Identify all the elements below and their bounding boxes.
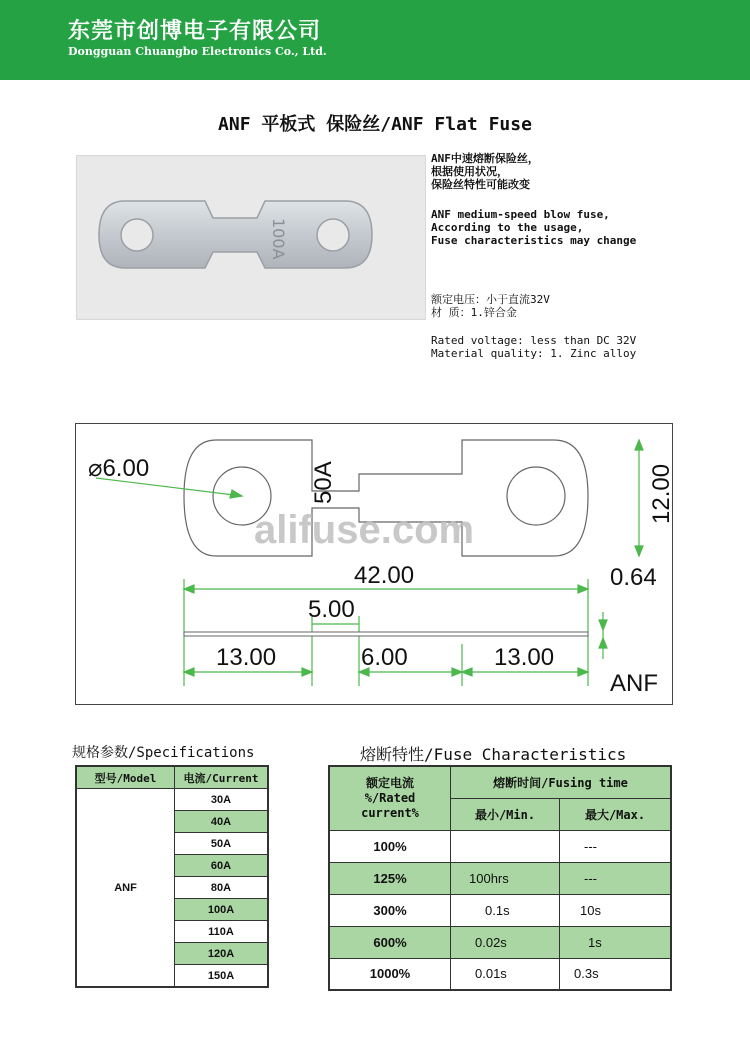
technical-drawing: [75, 423, 673, 705]
current-cell: 50A: [175, 833, 269, 855]
model-cell: ANF: [76, 789, 175, 988]
middle-segment-dimension: 6.00: [361, 644, 408, 671]
current-cell: 120A: [175, 943, 269, 965]
left-segment-dimension: 13.00: [216, 644, 277, 671]
max-cell: ---: [560, 862, 672, 894]
model-label: ANF: [610, 670, 658, 697]
min-cell: 0.02s: [451, 926, 560, 958]
current-cell: 80A: [175, 877, 269, 899]
photo-engraving: 100A: [269, 218, 288, 260]
col-model: 型号/Model: [76, 766, 175, 789]
spec-line: Rated voltage: less than DC 32V: [431, 334, 637, 347]
current-cell: 100A: [175, 899, 269, 921]
col-current: 电流/Current: [175, 766, 269, 789]
header-bar: [0, 0, 750, 80]
col-rated-line: 额定电流: [365, 775, 414, 790]
col-min: 最小/Min.: [451, 798, 560, 830]
current-cell: 60A: [175, 855, 269, 877]
col-fusing-time: 熔断时间/Fusing time: [451, 766, 672, 798]
table-row: [329, 926, 671, 958]
max-cell: 0.3s: [560, 958, 672, 990]
table-row: [76, 766, 268, 789]
thickness-dimension: 0.64: [610, 564, 657, 591]
col-rated-line: current%: [361, 805, 419, 820]
max-cell: 10s: [560, 894, 672, 926]
rated-cell: 300%: [329, 894, 451, 926]
desc-cn-line: ANF中速熔断保险丝，: [431, 152, 539, 165]
hole-diameter-label: ⌀6.00: [88, 455, 150, 482]
specs-title: 规格参数/Specifications: [72, 745, 255, 761]
table-row: [76, 789, 268, 811]
rated-cell: 1000%: [329, 958, 451, 990]
watermark: alifuse.com: [254, 508, 475, 552]
product-photo: [76, 155, 426, 320]
desc-en-line: ANF medium-speed blow fuse,: [431, 208, 610, 221]
desc-cn-line: 保险丝特性可能改变: [431, 178, 530, 191]
rated-cell: 600%: [329, 926, 451, 958]
desc-en-line: According to the usage,: [431, 221, 584, 234]
company-name-en: Dongguan Chuangbo Electronics Co., Ltd.: [68, 45, 327, 58]
spec-text-en: [431, 334, 636, 360]
desc-en: [431, 208, 636, 247]
page-title: ANF 平板式 保险丝/ANF Flat Fuse: [218, 114, 532, 135]
rated-cell: 125%: [329, 862, 451, 894]
part-label: 50A: [310, 461, 337, 504]
table-row: [329, 830, 671, 862]
spec-line: 额定电压：小于直流32V: [431, 293, 550, 306]
fuse-photo-illustration: [77, 156, 425, 319]
table-row: [329, 766, 671, 798]
right-segment-dimension: 13.00: [494, 644, 555, 671]
table-row: [329, 958, 671, 990]
fuse-char-table: [328, 765, 672, 991]
fuse-char-title: 熔断特性/Fuse Characteristics: [360, 745, 627, 764]
col-rated-current: [329, 766, 451, 830]
current-cell: 150A: [175, 965, 269, 988]
table-row: [329, 894, 671, 926]
min-cell: 0.1s: [451, 894, 560, 926]
desc-cn-line: 根据使用状况，: [431, 165, 508, 178]
specs-table: [75, 765, 269, 988]
min-cell: 0.01s: [451, 958, 560, 990]
spec-text-cn: [431, 293, 550, 319]
rated-cell: 100%: [329, 830, 451, 862]
total-length-dimension: 42.00: [354, 562, 415, 589]
table-row: [329, 862, 671, 894]
current-cell: 40A: [175, 811, 269, 833]
desc-cn: [431, 152, 539, 191]
height-dimension: 12.00: [648, 463, 675, 524]
col-rated-line: %/Rated: [364, 790, 416, 805]
neck-width-dimension: 5.00: [308, 596, 355, 623]
current-cell: 30A: [175, 789, 269, 811]
current-cell: 110A: [175, 921, 269, 943]
min-cell: [451, 830, 560, 862]
spec-line: Material quality: 1. Zinc alloy: [431, 347, 637, 360]
desc-en-line: Fuse characteristics may change: [431, 234, 637, 247]
spec-line: 材 质：1.锌合金: [431, 306, 517, 319]
company-name-cn: 东莞市创博电子有限公司: [68, 18, 322, 44]
max-cell: 1s: [560, 926, 672, 958]
max-cell: ---: [560, 830, 672, 862]
col-max: 最大/Max.: [560, 798, 672, 830]
min-cell: 100hrs: [451, 862, 560, 894]
